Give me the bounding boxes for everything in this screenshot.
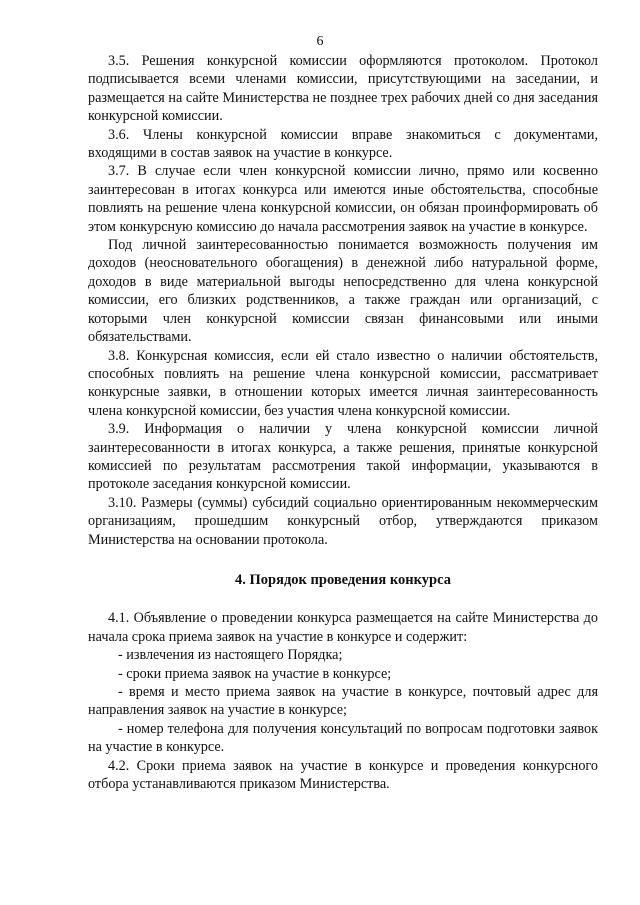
paragraph-3-7: 3.7. В случае если член конкурсной комиссии лично, прямо или косвенно заинтересован в итогах конкурса или имеются иные обстоятельства, способные повлиять на решение члена конкурсной комиссии, он обязан проинформировать об этом конкурсную комиссию до начала рассмотрения заявок на участие в конкурсе.: [88, 163, 598, 235]
paragraph-3-8: 3.8. Конкурсная комиссия, если ей стало известно о наличии обстоятельств, способных повлиять на решение члена конкурсной комиссии, рассматривает конкурсные заявки, в отношении которых имеется личная заинтересованность члена конкурсной комиссии, без участия члена конкурсной комиссии.: [88, 347, 598, 419]
page-number: 6: [316, 34, 324, 49]
section-4-heading: 4. Порядок проведения конкурса: [235, 571, 451, 588]
paragraph-3-5: 3.5. Решения конкурсной комиссии оформляются протоколом. Протокол подписывается всеми членами комиссии, присутствующими на заседании, и размещается на сайте Министерства не позднее трех рабочих дней со дня заседания конкурсной комиссии.: [88, 53, 598, 125]
list-item: - извлечения из настоящего Порядка;: [118, 647, 343, 664]
list-item: - сроки приема заявок на участие в конкурсе;: [118, 665, 392, 682]
paragraph-3-9: 3.9. Информация о наличии у члена конкурсной комиссии личной заинтересованности в итогах конкурса, а также решения, принятые конкурсной комиссией по результатам рассмотрения такой информации, указываются в протоколе заседания конкурсной комиссии.: [88, 421, 598, 493]
list-item: - время и место приема заявок на участие в конкурсе, почтовый адрес для направления заявок на участие в конкурсе;: [88, 684, 598, 719]
paragraph-3-10: 3.10. Размеры (суммы) субсидий социально ориентированным некоммерческим организациям, прошедшим конкурсный отбор, утверждаются приказом Министерства на основании протокола.: [88, 494, 598, 548]
paragraph-4-2: 4.2. Сроки приема заявок на участие в конкурсе и проведения конкурсного отбора устанавливаются приказом Министерства.: [88, 757, 598, 793]
paragraph-4-1: 4.1. Объявление о проведении конкурса размещается на сайте Министерства до начала срока приема заявок на участие в конкурсе и содержит:: [88, 610, 598, 645]
paragraph-3-6: 3.6. Члены конкурсной комиссии вправе знакомиться с документами, входящими в состав заявок на участие в конкурсе.: [88, 126, 598, 162]
list-item: - номер телефона для получения консультаций по вопросам подготовки заявок на участие в конкурсе.: [88, 720, 598, 756]
paragraph-interest-definition: Под личной заинтересованностью понимается возможность получения им доходов (неосновательного обогащения) в денежной либо натуральной форме, доходов в виде материальной выгоды непосредственно для члена конкурсной комиссии, его близких родственников, а также граждан или организаций, с которыми член конкурсной комиссии связан финансовыми или иными обязательствами.: [88, 237, 598, 346]
document-body: [88, 52, 598, 793]
